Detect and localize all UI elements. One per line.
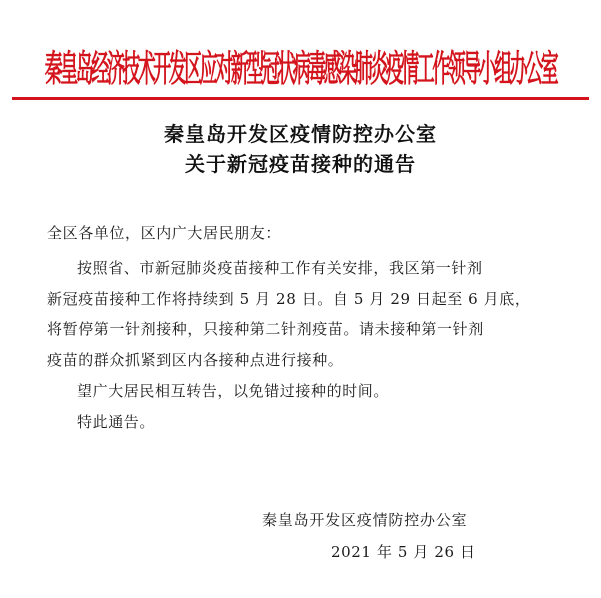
signature-issuer: 秦皇岛开发区疫情防控办公室 [262, 511, 468, 529]
salutation: 全区各单位，区内广大居民朋友： [47, 224, 282, 242]
issuer-letterhead [18, 42, 583, 90]
paragraph-1-line-2: 新冠疫苗接种工作将持续到 5 月 28 日。自 5 月 29 日起至 6 月底， [47, 290, 531, 308]
signature-date: 2021 年 5 月 26 日 [331, 543, 476, 561]
document-title-line-2: 关于新冠疫苗接种的通告 [185, 152, 416, 176]
paragraph-1-line-1: 按照省、市新冠肺炎疫苗接种工作有关安排，我区第一针剂 [77, 259, 483, 277]
paragraph-3-closing: 特此通告。 [77, 413, 156, 431]
paragraph-2: 望广大居民相互转告，以免错过接种的时间。 [77, 382, 390, 400]
issuer-name: 秦皇岛经济技术开发区应对新型冠状病毒感染肺炎疫情工作领导小组办公室 [44, 46, 557, 90]
document-title-line-1: 秦皇岛开发区疫情防控办公室 [164, 122, 437, 146]
paragraph-1-line-4: 疫苗的群众抓紧到区内各接种点进行接种。 [47, 351, 344, 369]
paragraph-1-line-3: 将暂停第一针剂接种，只接种第二针剂疫苗。请未接种第一针剂 [47, 320, 484, 338]
red-divider-rule [12, 97, 589, 100]
